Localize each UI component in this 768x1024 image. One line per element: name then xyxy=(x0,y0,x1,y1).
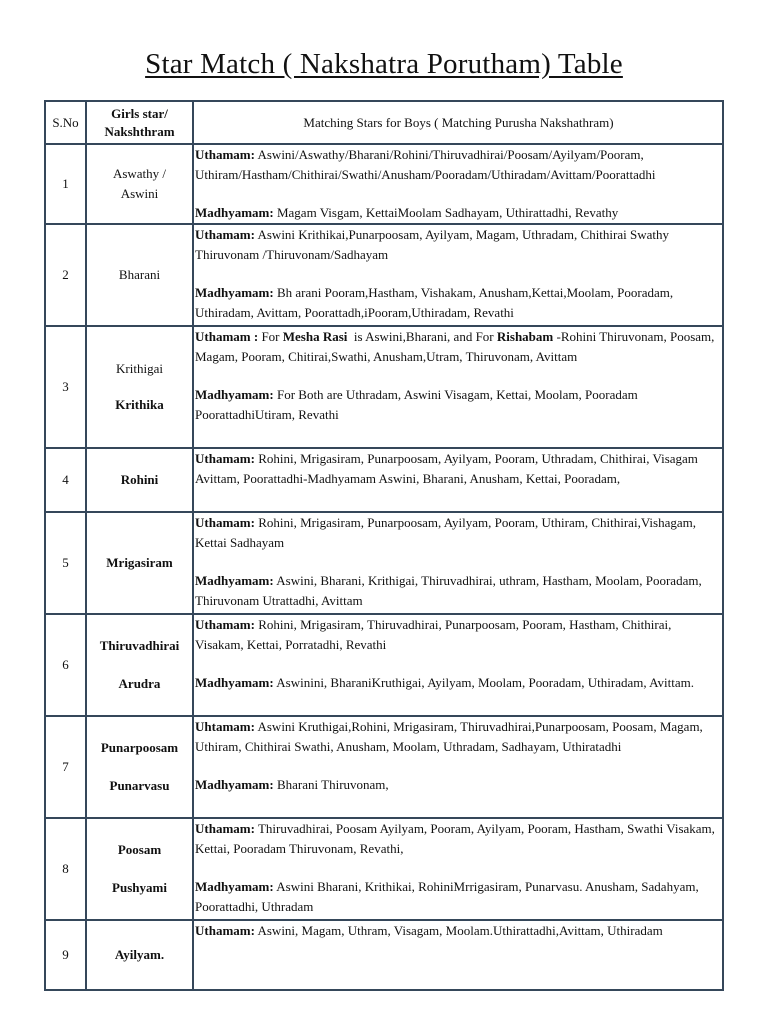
uthamam-label: Uthamam: xyxy=(195,923,255,938)
row-girls-star xyxy=(86,614,193,716)
rishabam-label: Rishabam xyxy=(496,329,554,344)
uthamam-stars: Aswini Kruthigai,Rohini, Mrigasiram, Thiruvadhirai,Punarpoosam, Poosam, Magam, Uthiram, Chithirai Swathi, Anusham, Moolam, Uthradam, Sadhayam, Uthiratadhi xyxy=(195,719,703,754)
row-matching-stars xyxy=(193,920,723,990)
table-header-row xyxy=(45,101,723,144)
girl-star-alt-name: Aswini xyxy=(120,186,159,201)
uthamam-line xyxy=(195,615,722,655)
madhyamam-stars: Aswinini, BharaniKruthigai, Ayilyam, Moolam, Pooradam, Uthiradam, Avittam. xyxy=(276,675,695,690)
girl-star-name: Ayilyam. xyxy=(114,947,165,962)
header-girls-star: Girls star/ Nakshthram xyxy=(86,101,193,144)
row-sno: 2 xyxy=(45,224,86,326)
girl-star-name: Mrigasiram xyxy=(106,555,173,570)
uthamam-text: For xyxy=(261,329,280,344)
madhyamam-line xyxy=(195,203,722,223)
uthamam-label: Uthamam: xyxy=(195,515,255,530)
madhyamam-label: Madhyamam: xyxy=(195,205,274,220)
madhyamam-label: Madhyamam: xyxy=(195,285,274,300)
uthamam-stars: Aswini Krithikai,Punarpoosam, Ayilyam, Magam, Uthradam, Chithirai Swathy Thiruvonam /Thiruvonam/Sadhayam xyxy=(195,227,669,262)
girl-star-alt-name: Krithika xyxy=(115,397,164,412)
madhyamam-stars: Aswini, Bharani, Krithigai, Thiruvadhirai, uthram, Hastham, Moolam, Pooradam, Thiruvonam Utrattadhi, Avittam xyxy=(195,573,702,608)
girl-star-name: Bharani xyxy=(118,267,161,282)
table-row xyxy=(45,920,723,990)
uthamam-line xyxy=(195,145,722,185)
madhyamam-label: Madhyamam: xyxy=(195,387,274,402)
table-row xyxy=(45,614,723,716)
madhyamam-line xyxy=(195,877,722,917)
star-match-table xyxy=(44,100,724,991)
row-matching-stars xyxy=(193,716,723,818)
table-row xyxy=(45,716,723,818)
row-girls-star xyxy=(86,448,193,512)
row-girls-star xyxy=(86,326,193,448)
madhyamam-line xyxy=(195,571,722,611)
row-sno: 7 xyxy=(45,716,86,818)
row-girls-star xyxy=(86,716,193,818)
uhtamam-label: Uhtamam: xyxy=(195,719,255,734)
uthamam-stars: Thiruvadhirai, Poosam Ayilyam, Pooram, Ayilyam, Pooram, Hastham, Swathi Visakam, Kettai, Pooradam Thiruvonam, Revathi, xyxy=(195,821,715,856)
girl-star-alt-name: Arudra xyxy=(118,676,161,691)
uthamam-text: -Rohini Thiruvonam, Poosam, Magam, Pooram, Chitirai,Swathi, Anusham,Utram, Thiruvonam, Avittam xyxy=(195,329,715,364)
row-matching-stars xyxy=(193,326,723,448)
uthamam-label: Uthamam: xyxy=(195,227,255,242)
uthamam-stars: Rohini, Mrigasiram, Punarpoosam, Ayilyam, Pooram, Uthradam, Chithirai, Visagam Avittam, Poorattadhi-Madhyamam Aswini, Bharani, Anusham, Kettai, Pooradam, xyxy=(195,451,698,486)
uthamam-line xyxy=(195,225,722,265)
row-matching-stars xyxy=(193,224,723,326)
madhyamam-stars: Aswini Bharani, Krithikai, RohiniMrrigasiram, Punarvasu. Anusham, Sadahyam, Poorattadhi, Uthradam xyxy=(195,879,699,914)
table-row xyxy=(45,144,723,224)
uthamam-stars: Rohini, Mrigasiram, Thiruvadhirai, Punarpoosam, Pooram, Hastham, Chithirai, Visakam, Kettai, Porratadhi, Revathi xyxy=(195,617,672,652)
uthamam-label: Uthamam: xyxy=(195,451,255,466)
header-matching-stars: Matching Stars for Boys ( Matching Purusha Nakshathram) xyxy=(193,101,723,144)
uthamam-label: Uthamam : xyxy=(195,329,259,344)
uthamam-line xyxy=(195,717,722,757)
girl-star-alt-name: Punarvasu xyxy=(109,778,170,793)
madhyamam-stars: Magam Visgam, KettaiMoolam Sadhayam, Uthirattadhi, Revathy xyxy=(276,205,619,220)
madhyamam-line xyxy=(195,673,722,693)
row-girls-star xyxy=(86,818,193,920)
table-row xyxy=(45,818,723,920)
madhyamam-line xyxy=(195,385,722,425)
madhyamam-label: Madhyamam: xyxy=(195,675,274,690)
uthamam-stars: Rohini, Mrigasiram, Punarpoosam, Ayilyam, Pooram, Uthiram, Chithirai,Vishagam, Kettai Sadhayam xyxy=(195,515,696,550)
row-sno: 9 xyxy=(45,920,86,990)
table-row xyxy=(45,326,723,448)
row-matching-stars xyxy=(193,818,723,920)
row-matching-stars xyxy=(193,144,723,224)
girl-star-alt-name: Pushyami xyxy=(112,880,167,895)
row-girls-star xyxy=(86,144,193,224)
girl-star-name: Poosam xyxy=(117,842,162,857)
row-girls-star xyxy=(86,224,193,326)
girl-star-name: Aswathy / xyxy=(112,166,167,181)
girl-star-name: Punarpoosam xyxy=(100,740,179,755)
row-sno: 1 xyxy=(45,144,86,224)
uthamam-label: Uthamam: xyxy=(195,821,255,836)
row-matching-stars xyxy=(193,448,723,512)
uthamam-line xyxy=(195,819,722,859)
uthamam-line xyxy=(195,921,722,941)
uthamam-line xyxy=(195,449,722,489)
madhyamam-stars: Bh arani Pooram,Hastham, Vishakam, Anusham,Kettai,Moolam, Pooradam, Uthiradam, Avittam, Poorattadh,iPooram,Uthiradam, Revathi xyxy=(195,285,674,320)
uthamam-label: Uthamam: xyxy=(195,147,255,162)
uthamam-label: Uthamam: xyxy=(195,617,255,632)
uthamam-text: is Aswini,Bharani, and For xyxy=(353,329,494,344)
row-matching-stars xyxy=(193,512,723,614)
table-row xyxy=(45,448,723,512)
table-row xyxy=(45,224,723,326)
row-sno: 4 xyxy=(45,448,86,512)
row-matching-stars xyxy=(193,614,723,716)
row-girls-star xyxy=(86,512,193,614)
madhyamam-label: Madhyamam: xyxy=(195,879,274,894)
row-sno: 8 xyxy=(45,818,86,920)
uthamam-line xyxy=(195,513,722,553)
row-girls-star xyxy=(86,920,193,990)
row-sno: 6 xyxy=(45,614,86,716)
table-row xyxy=(45,512,723,614)
uthamam-line xyxy=(195,327,722,367)
girl-star-name: Krithigai xyxy=(116,361,163,376)
header-sno: S.No xyxy=(45,101,86,144)
row-sno: 3 xyxy=(45,326,86,448)
madhyamam-stars: For Both are Uthradam, Aswini Visagam, Kettai, Moolam, Pooradam PoorattadhiUtiram, Revathi xyxy=(195,387,638,422)
page-title: Star Match ( Nakshatra Porutham) Table xyxy=(145,48,623,80)
mesha-rasi-label: Mesha Rasi xyxy=(282,329,348,344)
row-sno: 5 xyxy=(45,512,86,614)
girl-star-name: Thiruvadhirai xyxy=(99,638,180,653)
madhyamam-line xyxy=(195,283,722,323)
madhyamam-line xyxy=(195,775,722,795)
madhyamam-label: Madhyamam: xyxy=(195,777,274,792)
madhyamam-label: Madhyamam: xyxy=(195,573,274,588)
uthamam-stars: Aswini, Magam, Uthram, Visagam, Moolam.Uthirattadhi,Avittam, Uthiradam xyxy=(257,923,663,938)
madhyamam-stars: Bharani Thiruvonam, xyxy=(276,777,389,792)
girl-star-name: Rohini xyxy=(120,472,159,487)
uthamam-stars: Aswini/Aswathy/Bharani/Rohini/Thiruvadhirai/Poosam/Ayilyam/Pooram, Uthiram/Hastham/Chithirai/Swathi/Anusham/Pooradam/Uthiradam/Avittam/Poorattadhi xyxy=(195,147,656,182)
